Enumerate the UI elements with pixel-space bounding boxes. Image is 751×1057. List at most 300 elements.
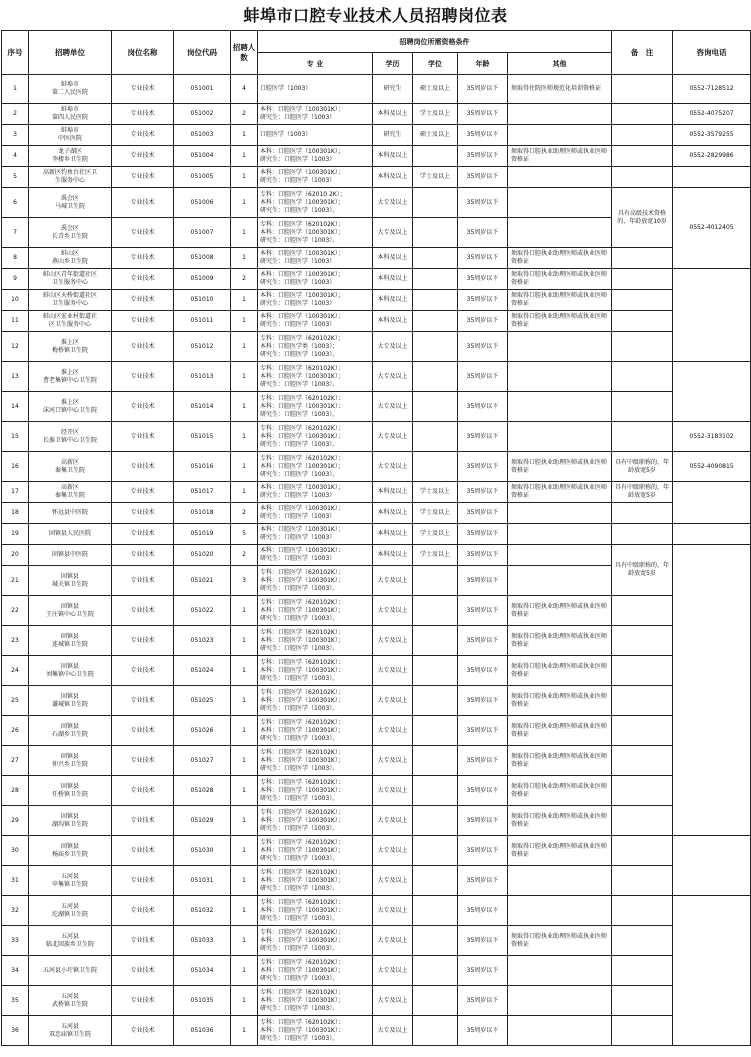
cell-major-line: 本科：口腔医学（100301K）；: [260, 148, 344, 155]
cell-other: [508, 545, 612, 566]
cell-degree: 学士及以上: [413, 482, 458, 503]
table-row: [2, 290, 751, 311]
cell-unit-line: 沫河口镇中心卫生院: [42, 406, 97, 414]
cell-unit-line: 仲兴乡卫生院: [51, 760, 88, 768]
cell-degree: [413, 1016, 458, 1046]
cell-other: 须取得口腔执业助理医师或执业医师资格证: [508, 482, 612, 503]
cell-code: 051013: [174, 362, 231, 392]
cell-post: 专业技术: [112, 656, 174, 686]
cell-post: 专业技术: [112, 806, 174, 836]
cell-note: [612, 146, 673, 167]
cell-other: [508, 566, 612, 596]
cell-major-line: 专科：口腔医学（620102K）；: [260, 718, 344, 726]
cell-other: [508, 866, 612, 896]
cell-unit-line: 长青乡卫生院: [51, 232, 88, 240]
cell-major: [258, 836, 373, 866]
cell-unit-line: 固镇县: [60, 572, 79, 580]
cell-unit: [29, 503, 112, 524]
cell-age: 35周岁以下: [458, 836, 508, 866]
cell-code: 051017: [174, 482, 231, 503]
cell-unit-line: 谦城镇卫生院: [51, 700, 88, 708]
cell-post: 专业技术: [112, 596, 174, 626]
cell-unit-line: 蚌山区天桥街道社区: [42, 292, 97, 299]
cell-age: 35周岁以下: [458, 332, 508, 362]
cell-major: [258, 104, 373, 125]
cell-post: 专业技术: [112, 503, 174, 524]
cell-unit-line: 固镇县人民医院: [48, 530, 91, 537]
cell-degree: [413, 332, 458, 362]
cell-note: [612, 1016, 673, 1046]
table-row: [2, 422, 751, 452]
cell-unit-line: 石湖乡卫生院: [51, 730, 88, 738]
cell-unit: [29, 146, 112, 167]
table-row: [2, 146, 751, 167]
cell-note: [612, 686, 673, 716]
cell-unit-line: 双忠庙镇卫生院: [48, 1030, 91, 1038]
cell-unit: [29, 545, 112, 566]
cell-unit-line: 刘集镇中心卫生院: [45, 670, 94, 678]
cell-note: [612, 716, 673, 746]
cell-unit: [29, 290, 112, 311]
cell-major: [258, 503, 373, 524]
cell-other: [508, 167, 612, 188]
cell-other: [508, 362, 612, 392]
cell-count: 1: [231, 482, 258, 503]
cell-seq: 26: [2, 716, 29, 746]
cell-degree: [413, 896, 458, 926]
cell-degree: [413, 686, 458, 716]
header-count: 招聘人数: [231, 31, 258, 75]
cell-phone: 0552-3579255: [673, 125, 751, 146]
cell-count: 2: [231, 269, 258, 290]
cell-other: [508, 956, 612, 986]
cell-edu: 大专及以上: [373, 596, 413, 626]
cell-unit-line: 第四人民医院: [51, 114, 88, 121]
cell-major-line: 研究生：口腔医学（1003）。: [260, 470, 339, 478]
cell-code: 051030: [174, 836, 231, 866]
cell-unit: [29, 866, 112, 896]
cell-major-line: 本科：口腔医学（100301K）；: [260, 106, 344, 113]
cell-edu: 本科及以上: [373, 248, 413, 269]
cell-unit: [29, 926, 112, 956]
cell-count: 3: [231, 566, 258, 596]
table-row: [2, 503, 751, 524]
cell-major-line: 本科：口腔医学（100301K）；: [260, 906, 344, 914]
cell-post: 专业技术: [112, 167, 174, 188]
cell-unit-line: 固镇县: [60, 752, 79, 760]
cell-code: 051036: [174, 1016, 231, 1046]
cell-major-line: 专科：口腔医学（620102K）；: [260, 868, 344, 876]
cell-unit-line: 固镇县: [60, 812, 79, 820]
cell-edu: 大专及以上: [373, 806, 413, 836]
cell-unit: [29, 566, 112, 596]
cell-unit: [29, 218, 112, 248]
cell-unit-line: 五河县: [60, 992, 79, 1000]
cell-other: 须取得口腔执业助理医师或执业医师资格证: [508, 686, 612, 716]
header-unit: 招聘单位: [29, 31, 112, 75]
cell-major: [258, 524, 373, 545]
cell-edu: 大专及以上: [373, 896, 413, 926]
cell-count: 1: [231, 686, 258, 716]
cell-degree: [413, 656, 458, 686]
cell-code: 051018: [174, 503, 231, 524]
cell-unit-line: 固镇县: [60, 842, 79, 850]
cell-unit-line: 固镇县: [60, 662, 79, 670]
cell-major-line: 专科：口腔医学（62010 2K）；: [260, 190, 346, 198]
recruitment-table: [1, 30, 751, 1046]
cell-unit-line: 蚌山区: [60, 250, 79, 257]
cell-degree: [413, 248, 458, 269]
cell-unit-line: 第二人民医院: [51, 89, 88, 96]
cell-age: 35周岁以下: [458, 146, 508, 167]
cell-major: [258, 75, 373, 104]
cell-degree: 学士及以上: [413, 167, 458, 188]
cell-phone: [673, 482, 751, 524]
cell-post: 专业技术: [112, 716, 174, 746]
cell-degree: [413, 866, 458, 896]
cell-post: 专业技术: [112, 986, 174, 1016]
cell-major-line: 本科：口腔医学（100301K）；: [260, 816, 344, 824]
cell-edu: 大专及以上: [373, 986, 413, 1016]
cell-age: 35周岁以下: [458, 269, 508, 290]
cell-note: [612, 167, 673, 188]
cell-unit: [29, 716, 112, 746]
table-row: [2, 896, 751, 926]
cell-code: 051010: [174, 290, 231, 311]
cell-post: 专业技术: [112, 776, 174, 806]
cell-note: [612, 596, 673, 626]
cell-seq: 6: [2, 188, 29, 218]
table-row: [2, 452, 751, 482]
cell-major-line: 研究生：口腔医学（1003）: [260, 513, 336, 520]
cell-seq: 9: [2, 269, 29, 290]
cell-unit-line: 申集镇卫生院: [51, 880, 88, 888]
cell-post: 专业技术: [112, 362, 174, 392]
cell-seq: 11: [2, 311, 29, 332]
cell-note: [612, 866, 673, 896]
cell-major: [258, 452, 373, 482]
cell-degree: 硕士及以上: [413, 75, 458, 104]
cell-other: [508, 503, 612, 524]
page-title: 蚌埠市口腔专业技术人员招聘岗位表: [243, 6, 508, 25]
cell-major-line: 专科：口腔医学（620102K）；: [260, 424, 344, 432]
header-seq: 序号: [2, 31, 29, 75]
cell-age: 35周岁以下: [458, 896, 508, 926]
cell-age: 35周岁以下: [458, 776, 508, 806]
cell-note: [612, 392, 673, 422]
cell-edu: 本科及以上: [373, 290, 413, 311]
cell-unit-line: 淮上区: [60, 338, 79, 346]
cell-unit-line: 固镇县: [60, 722, 79, 730]
cell-major-line: 研究生：口腔医学（1003）。: [260, 734, 339, 742]
cell-major-line: 专科：口腔医学（620102K）；: [260, 598, 344, 606]
cell-unit: [29, 362, 112, 392]
cell-edu: 大专及以上: [373, 746, 413, 776]
cell-post: 专业技术: [112, 896, 174, 926]
table-row: [2, 75, 751, 104]
cell-unit-line: 五河县: [60, 872, 79, 880]
cell-major: [258, 716, 373, 746]
cell-major: [258, 896, 373, 926]
cell-edu: 本科及以上: [373, 311, 413, 332]
cell-phone: [673, 269, 751, 362]
cell-count: 2: [231, 545, 258, 566]
cell-edu: 大专及以上: [373, 392, 413, 422]
cell-edu: 大专及以上: [373, 656, 413, 686]
cell-degree: [413, 986, 458, 1016]
cell-unit-line: 王庄镇中心卫生院: [45, 610, 94, 618]
cell-count: 1: [231, 956, 258, 986]
cell-major-line: 研究生：口腔医学（1003）。: [260, 440, 339, 448]
cell-post: 专业技术: [112, 926, 174, 956]
cell-degree: [413, 218, 458, 248]
cell-degree: [413, 269, 458, 290]
cell-other: 须取得口腔执业助理医师或执业医师资格证: [508, 248, 612, 269]
cell-major: [258, 392, 373, 422]
cell-code: 051034: [174, 956, 231, 986]
cell-unit: [29, 125, 112, 146]
cell-other: [508, 1016, 612, 1046]
header-post: 岗位名称: [112, 31, 174, 75]
cell-unit: [29, 806, 112, 836]
cell-note: 具有中级职称的，年龄放宽5岁: [612, 545, 673, 596]
cell-seq: 35: [2, 986, 29, 1016]
cell-count: 1: [231, 392, 258, 422]
cell-major-line: 专科：口腔医学（620102K）；: [260, 958, 344, 966]
cell-degree: [413, 626, 458, 656]
cell-degree: 学士及以上: [413, 545, 458, 566]
cell-code: 051009: [174, 269, 231, 290]
cell-code: 051021: [174, 566, 231, 596]
cell-code: 051007: [174, 218, 231, 248]
cell-unit-line: 梅桥镇卫生院: [51, 346, 88, 354]
cell-phone: 0552-7128512: [673, 75, 751, 104]
cell-degree: [413, 290, 458, 311]
cell-post: 专业技术: [112, 332, 174, 362]
cell-major-line: 专科：口腔医学（620102K）；: [260, 1018, 344, 1026]
cell-age: 35周岁以下: [458, 75, 508, 104]
cell-unit: [29, 686, 112, 716]
cell-major-line: 专科：口腔医学（620102K）；: [260, 748, 344, 756]
cell-unit-line: 湖沟镇卫生院: [51, 820, 88, 828]
cell-major-line: 专科：口腔医学（620102K）；: [260, 628, 344, 636]
cell-code: 051024: [174, 656, 231, 686]
cell-unit-line: 蚌埠市: [60, 81, 79, 88]
cell-unit-line: 高新区钓鱼台社区卫: [42, 169, 97, 176]
cell-unit: [29, 167, 112, 188]
table-row: [2, 524, 751, 545]
table-row: [2, 686, 751, 716]
cell-note: 具有中级职称的，年龄放宽5岁: [612, 452, 673, 482]
cell-major-line: 研究生：口腔医学（1003）。: [260, 914, 339, 922]
cell-note: [612, 656, 673, 686]
cell-unit-line: 固镇县: [60, 632, 79, 640]
cell-major-line: 专科：口腔医学（620102K）；: [260, 778, 344, 786]
cell-phone: [673, 167, 751, 188]
cell-unit-line: 蚌埠市: [60, 106, 79, 113]
table-row: [2, 1016, 751, 1046]
cell-unit-line: 生服务中心: [54, 177, 85, 184]
table-row: [2, 956, 751, 986]
cell-unit-line: 经开区: [60, 428, 79, 436]
cell-edu: 本科及以上: [373, 104, 413, 125]
cell-unit-line: 卫生服务中心: [51, 279, 88, 286]
cell-major-line: 本科：口腔医学（100301K）；: [260, 696, 344, 704]
cell-seq: 5: [2, 167, 29, 188]
cell-other: 须取得口腔执业助理医师或执业医师资格证: [508, 656, 612, 686]
cell-age: 35周岁以下: [458, 452, 508, 482]
cell-major: [258, 482, 373, 503]
cell-seq: 18: [2, 503, 29, 524]
cell-unit-line: 禹会区: [60, 224, 79, 232]
cell-post: 专业技术: [112, 626, 174, 656]
table-row: [2, 986, 751, 1016]
cell-other: 须取得口腔执业助理医师或执业医师资格证: [508, 926, 612, 956]
cell-major: [258, 926, 373, 956]
table-row: [2, 656, 751, 686]
table-row: [2, 806, 751, 836]
cell-major-line: 研究生：口腔医学（1003）: [260, 177, 336, 184]
cell-other: 须取得口腔执业助理医师或执业医师资格证: [508, 776, 612, 806]
table-row: [2, 311, 751, 332]
cell-unit: [29, 104, 112, 125]
cell-other: 须取得口腔执业助理医师或执业医师资格证: [508, 836, 612, 866]
cell-code: 051014: [174, 392, 231, 422]
cell-major-line: 本科：口腔医学（100301K）；: [260, 292, 344, 299]
cell-major: [258, 332, 373, 362]
cell-major: [258, 866, 373, 896]
cell-degree: 学士及以上: [413, 104, 458, 125]
cell-major-line: 研究生：口腔医学（1003）: [260, 114, 336, 121]
cell-other: [508, 332, 612, 362]
cell-unit-line: 蚌山区宏业村街道社: [42, 313, 97, 320]
cell-unit: [29, 188, 112, 218]
cell-age: 35周岁以下: [458, 218, 508, 248]
cell-major-line: 本科：口腔医学（100301K）；: [260, 169, 344, 176]
cell-other: [508, 422, 612, 452]
cell-seq: 20: [2, 545, 29, 566]
cell-code: 051002: [174, 104, 231, 125]
cell-post: 专业技术: [112, 392, 174, 422]
cell-other: 须取得口腔执业助理医师或执业医师资格证: [508, 146, 612, 167]
cell-unit-line: 高新区: [60, 458, 79, 466]
cell-other: 须取得口腔执业助理医师或执业医师资格证: [508, 452, 612, 482]
cell-post: 专业技术: [112, 146, 174, 167]
cell-major: [258, 656, 373, 686]
cell-note: [612, 290, 673, 311]
cell-seq: 30: [2, 836, 29, 866]
cell-major-line: 研究生：口腔医学（1003）。: [260, 944, 339, 952]
cell-major: [258, 686, 373, 716]
cell-note: [612, 125, 673, 146]
cell-unit: [29, 482, 112, 503]
cell-age: 35周岁以下: [458, 866, 508, 896]
cell-major-line: 研究生：口腔医学（1003）。: [260, 236, 339, 244]
cell-post: 专业技术: [112, 452, 174, 482]
cell-count: 1: [231, 146, 258, 167]
cell-count: 2: [231, 104, 258, 125]
cell-seq: 24: [2, 656, 29, 686]
cell-major-line: 本科：口腔医学（100301K）；: [260, 228, 344, 236]
cell-major-line: 研究生：口腔医学（1003）: [260, 492, 336, 499]
cell-seq: 3: [2, 125, 29, 146]
cell-edu: 本科及以上: [373, 269, 413, 290]
cell-major-line: 研究生：口腔医学（1003）。: [260, 974, 339, 982]
cell-age: 35周岁以下: [458, 686, 508, 716]
cell-edu: 大专及以上: [373, 956, 413, 986]
cell-major: [258, 188, 373, 218]
cell-unit-line: 城关镇卫生院: [51, 580, 88, 588]
cell-post: 专业技术: [112, 836, 174, 866]
cell-age: 35周岁以下: [458, 167, 508, 188]
cell-seq: 13: [2, 362, 29, 392]
cell-degree: [413, 452, 458, 482]
cell-count: 1: [231, 836, 258, 866]
cell-major: [258, 146, 373, 167]
cell-unit-line: 淮上区: [60, 398, 79, 406]
cell-major-line: 研究生：口腔医学（1003）。: [260, 1004, 339, 1012]
header-conditions: 招聘岗位所需资格条件: [258, 31, 612, 53]
cell-age: 35周岁以下: [458, 524, 508, 545]
cell-major-line: 本科：口腔医学（100301K）；: [260, 484, 344, 491]
cell-phone: [673, 545, 751, 836]
cell-other: [508, 524, 612, 545]
cell-major-line: 本科：口腔医学（100301K）；: [260, 876, 344, 884]
cell-other: 须取得口腔执业助理医师或执业医师资格证: [508, 806, 612, 836]
cell-edu: 本科及以上: [373, 503, 413, 524]
cell-major: [258, 746, 373, 776]
cell-major-line: 本科：口腔医学（100301K）；: [260, 271, 344, 278]
cell-unit-line: 秦集卫生院: [54, 466, 85, 474]
cell-count: 1: [231, 1016, 258, 1046]
cell-major-line: 研究生：口腔医学（1003）。: [260, 824, 339, 832]
cell-edu: 大专及以上: [373, 686, 413, 716]
cell-phone: [673, 836, 751, 896]
cell-note: [612, 248, 673, 269]
cell-code: 051032: [174, 896, 231, 926]
cell-edu: 研究生: [373, 125, 413, 146]
cell-seq: 36: [2, 1016, 29, 1046]
cell-note: [612, 746, 673, 776]
cell-code: 051035: [174, 986, 231, 1016]
cell-age: 35周岁以下: [458, 926, 508, 956]
cell-major-line: 口腔医学（1003）: [260, 85, 312, 92]
cell-unit: [29, 986, 112, 1016]
cell-major-line: 专科：口腔医学（620102K）；: [260, 568, 344, 576]
cell-seq: 12: [2, 332, 29, 362]
cell-degree: [413, 926, 458, 956]
cell-degree: [413, 716, 458, 746]
cell-major: [258, 248, 373, 269]
cell-seq: 25: [2, 686, 29, 716]
cell-note: [612, 269, 673, 290]
cell-note: 具有中级职称的，年龄放宽5岁: [612, 482, 673, 503]
table-row: [2, 362, 751, 392]
cell-code: 051020: [174, 545, 231, 566]
cell-major-line: 研究生：口腔医学（1003）。: [260, 1034, 339, 1042]
cell-major-line: 本科：口腔医学类（1003）；: [260, 342, 339, 350]
cell-major-line: 专科：口腔医学（620102K）；: [260, 364, 344, 372]
cell-seq: 32: [2, 896, 29, 926]
cell-count: 1: [231, 656, 258, 686]
cell-seq: 29: [2, 806, 29, 836]
cell-code: 051004: [174, 146, 231, 167]
cell-code: 051028: [174, 776, 231, 806]
cell-code: 051016: [174, 452, 231, 482]
cell-age: 35周岁以下: [458, 545, 508, 566]
cell-unit: [29, 956, 112, 986]
cell-age: 35周岁以下: [458, 503, 508, 524]
